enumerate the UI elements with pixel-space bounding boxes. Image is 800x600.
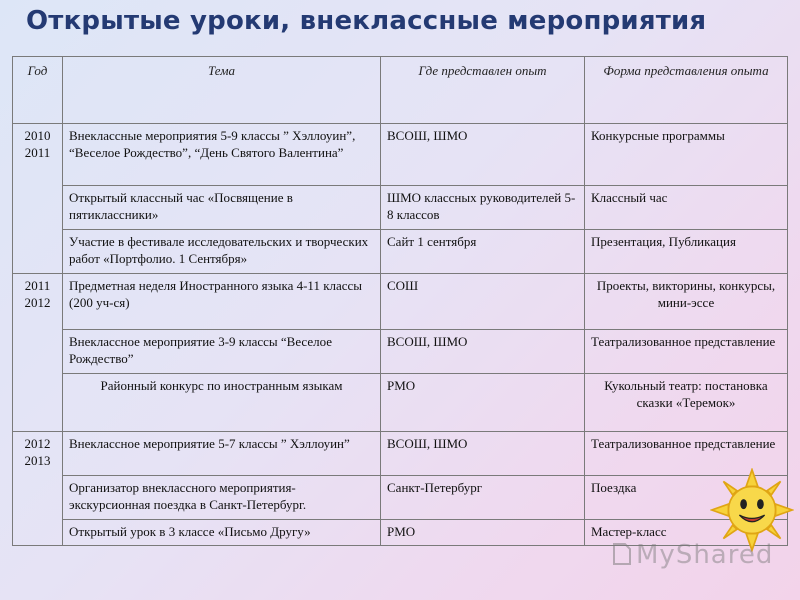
- year-cell: [13, 124, 63, 274]
- topic-cell: Организатор внеклассного мероприятия-экскурсионная поездка в Санкт-Петербург.: [63, 476, 381, 520]
- where-cell: РМО: [381, 374, 585, 432]
- year-end: 2012: [24, 295, 51, 310]
- where-cell: ВСОШ, ШМО: [381, 124, 585, 186]
- topic-cell: Участие в фестивале исследовательских и творческих работ «Портфолио. 1 Сентября»: [63, 230, 381, 274]
- year-cell: [13, 274, 63, 432]
- form-cell: Презентация, Публикация: [585, 230, 788, 274]
- topic-cell: Внеклассные мероприятия 5-9 классы ” Хэллоуин”, “Веселое Рождество”, “День Святого Валентина”: [63, 124, 381, 186]
- year-end: 2011: [24, 145, 51, 160]
- topic-cell: Открытый урок в 3 классе «Письмо Другу»: [63, 520, 381, 546]
- form-cell: Мастер-класс: [585, 520, 788, 546]
- header-form: Форма представления опыта: [585, 57, 788, 124]
- page-title: Открытые уроки, внеклассные мероприятия: [26, 6, 707, 36]
- topic-cell: Внеклассное мероприятие 5-7 классы ” Хэллоуин”: [63, 432, 381, 476]
- form-cell: Конкурсные программы: [585, 124, 788, 186]
- topic-cell: Внеклассное мероприятие 3-9 классы “Веселое Рождество”: [63, 330, 381, 374]
- table-row: [13, 476, 788, 520]
- table-row: [13, 186, 788, 230]
- watermark: [612, 540, 773, 570]
- year-start: 2010: [24, 128, 51, 143]
- table-row: [13, 374, 788, 432]
- topic-cell: Районный конкурс по иностранным языкам: [63, 374, 381, 432]
- year-end: 2013: [24, 453, 51, 468]
- where-cell: ШМО классных руководителей 5-8 классов: [381, 186, 585, 230]
- year-start: 2011: [24, 278, 51, 293]
- form-cell: Поездка: [585, 476, 788, 520]
- table-header-row: [13, 57, 788, 124]
- form-cell: Театрализованное представление: [585, 432, 788, 476]
- topic-cell: Предметная неделя Иностранного языка 4-11 классы (200 уч-ся): [63, 274, 381, 330]
- watermark-text: MyShared: [636, 540, 774, 570]
- form-cell: Проекты, викторины, конкурсы, мини-эссе: [585, 274, 788, 330]
- where-cell: ВСОШ, ШМО: [381, 432, 585, 476]
- table-row: [13, 274, 788, 330]
- where-cell: СОШ: [381, 274, 585, 330]
- table-row: [13, 124, 788, 186]
- where-cell: Сайт 1 сентября: [381, 230, 585, 274]
- form-cell: Театрализованное представление: [585, 330, 788, 374]
- topic-cell: Открытый классный час «Посвящение в пятиклассники»: [63, 186, 381, 230]
- header-year: Год: [13, 57, 63, 124]
- table-row: [13, 432, 788, 476]
- where-cell: РМО: [381, 520, 585, 546]
- where-cell: Санкт-Петербург: [381, 476, 585, 520]
- table-row: [13, 230, 788, 274]
- year-cell: [13, 432, 63, 546]
- where-cell: ВСОШ, ШМО: [381, 330, 585, 374]
- header-topic: Тема: [63, 57, 381, 124]
- document-icon: [612, 542, 632, 566]
- table-row: [13, 330, 788, 374]
- header-where: Где представлен опыт: [381, 57, 585, 124]
- events-table: [12, 56, 788, 546]
- form-cell: Кукольный театр: постановка сказки «Теремок»: [585, 374, 788, 432]
- form-cell: Классный час: [585, 186, 788, 230]
- year-start: 2012: [24, 436, 51, 451]
